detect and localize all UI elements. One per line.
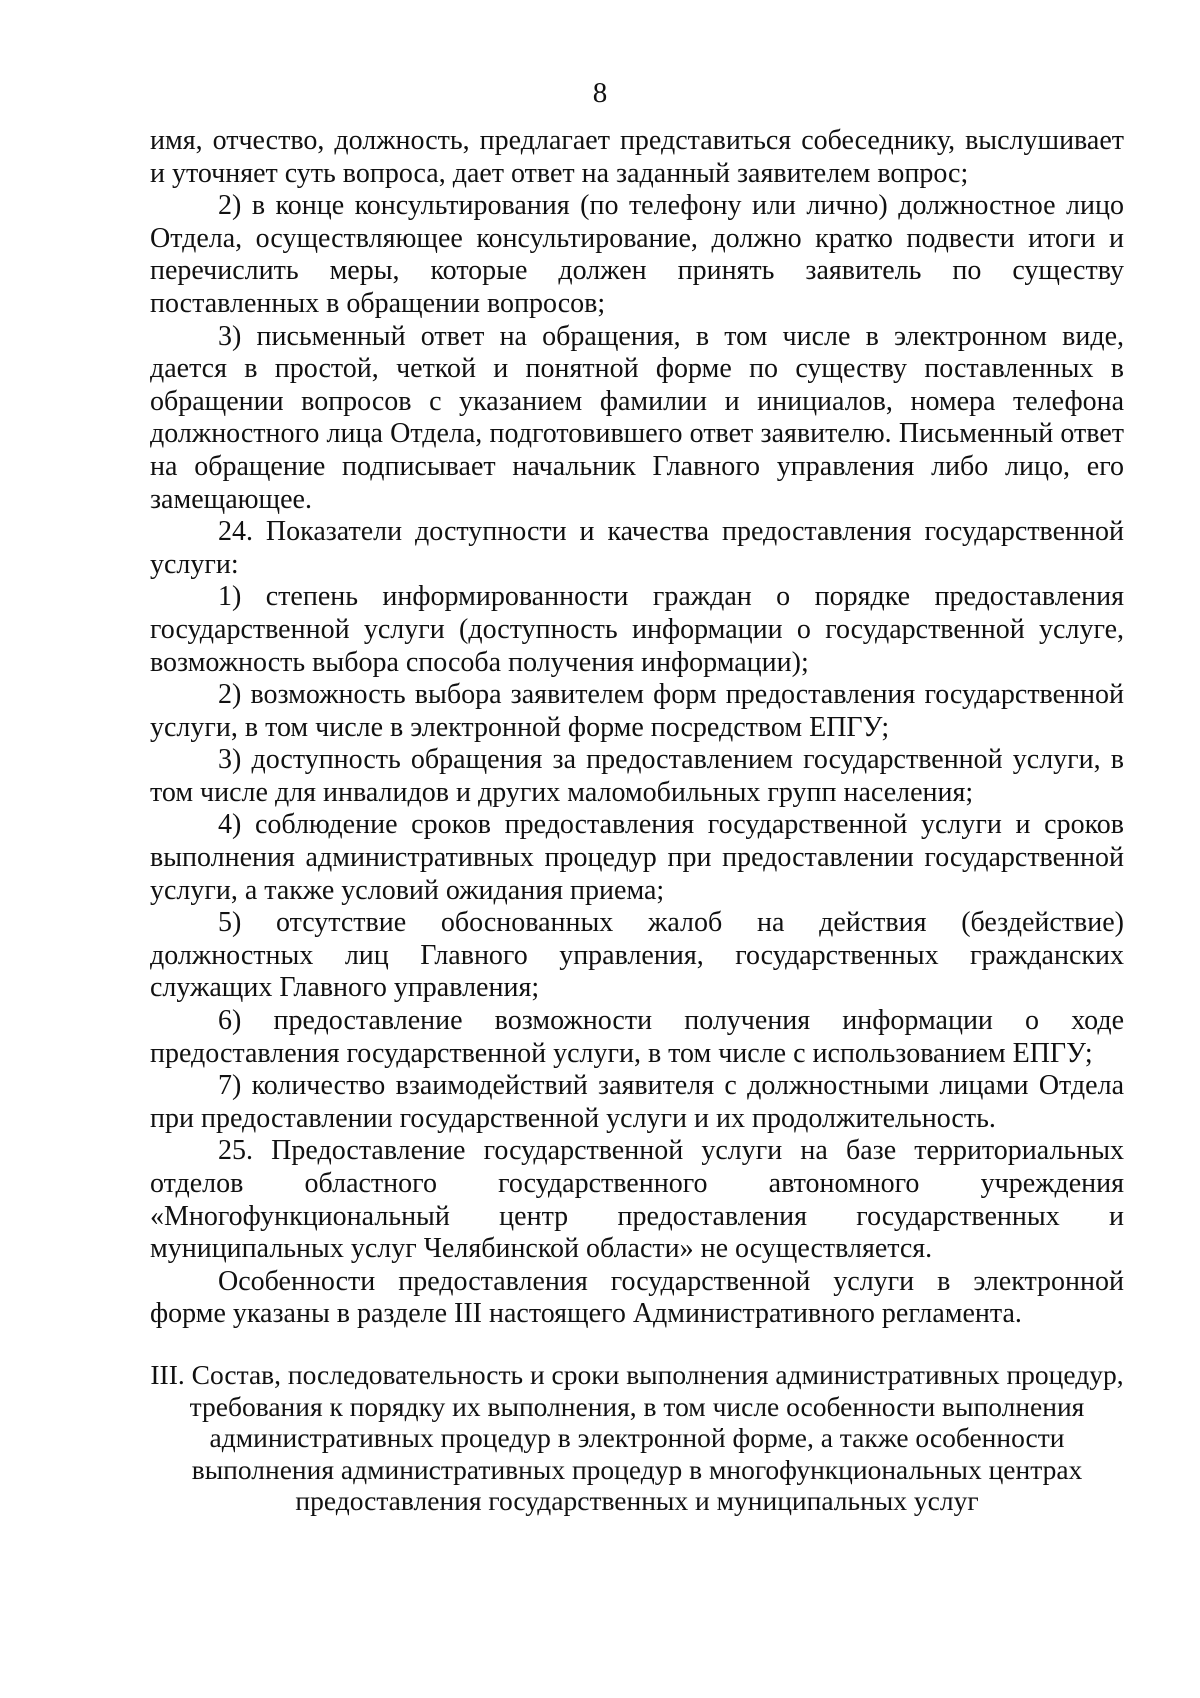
section-heading: III. Состав, последовательность и сроки выполнения административных процедур, требования к порядку их выполнения, в том числе особенности выполнения административных процедур в электронной форме, а также особенности выполнения административных процедур в многофункциональных центрах предоставления государственных и муниципальных услуг xyxy=(150,1359,1124,1516)
body-text xyxy=(150,125,1124,1331)
paragraph: 6) предоставление возможности получения информации о ходе предоставления государственной услуги, в том числе с использованием ЕПГУ; xyxy=(150,1005,1124,1069)
paragraph: 24. Показатели доступности и качества предоставления государственной услуги: xyxy=(150,516,1124,580)
paragraph: 4) соблюдение сроков предоставления государственной услуги и сроков выполнения административных процедур при предоставлении государственной услуги, а также условий ожидания приема; xyxy=(150,809,1124,906)
paragraph: 25. Предоставление государственной услуги на базе территориальных отделов областного государственного автономного учреждения «Многофункциональный центр предоставления государственных и муниципальных услуг Челябинской области» не осуществляется. xyxy=(150,1135,1124,1265)
paragraph: имя, отчество, должность, предлагает представиться собеседнику, выслушивает и уточняет суть вопроса, дает ответ на заданный заявителем вопрос; xyxy=(150,125,1124,189)
paragraph: Особенности предоставления государственной услуги в электронной форме указаны в разделе III настоящего Административного регламента. xyxy=(150,1265,1124,1330)
paragraph: 5) отсутствие обоснованных жалоб на действия (бездействие) должностных лиц Главного управления, государственных гражданских служащих Главного управления; xyxy=(150,907,1124,1004)
paragraph: 2) в конце консультирования (по телефону или лично) должностное лицо Отдела, осуществляющее консультирование, должно кратко подвести итоги и перечислить меры, которые должен принять заявитель по существу поставленных в обращении вопросов; xyxy=(150,190,1124,319)
page-number: 8 xyxy=(592,77,608,109)
paragraph: 1) степень информированности граждан о порядке предоставления государственной услуги (доступность информации о государственной услуге, возможность выбора способа получения информации); xyxy=(150,581,1124,678)
paragraph: 7) количество взаимодействий заявителя с должностными лицами Отдела при предоставлении государственной услуги и их продолжительность. xyxy=(150,1070,1124,1134)
paragraph: 3) доступность обращения за предоставлением государственной услуги, в том числе для инвалидов и других маломобильных групп населения; xyxy=(150,744,1124,808)
paragraph: 3) письменный ответ на обращения, в том числе в электронном виде, дается в простой, четкой и понятной форме по существу поставленных в обращении вопросов с указанием фамилии и инициалов, номера телефона должностного лица Отдела, подготовившего ответ заявителю. Письменный ответ на обращение подписывает начальник Главного управления либо лицо, его замещающее. xyxy=(150,320,1124,515)
paragraph: 2) возможность выбора заявителем форм предоставления государственной услуги, в том числе в электронной форме посредством ЕПГУ; xyxy=(150,679,1124,743)
